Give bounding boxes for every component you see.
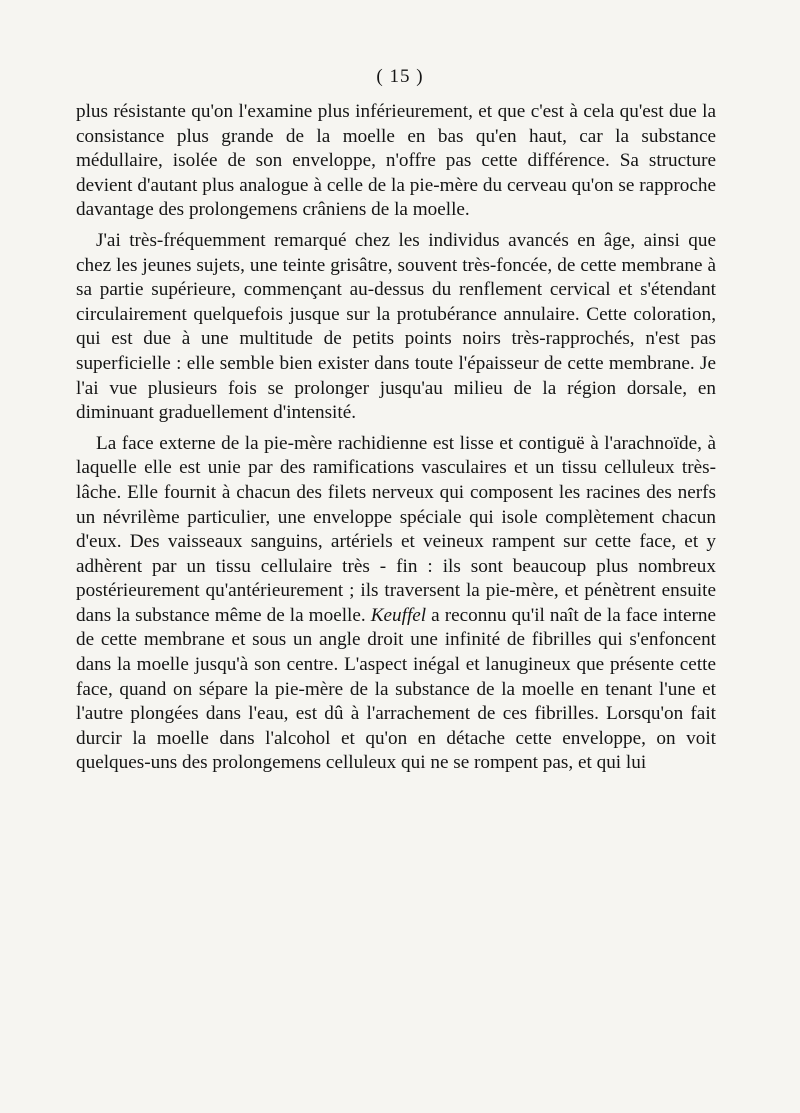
paragraph xyxy=(76,432,716,776)
paragraph xyxy=(76,229,716,426)
page-number: ( 15 ) xyxy=(376,66,424,87)
text-segment: plus résistante qu'on l'examine plus inférieurement, et que c'est à cela qu'est due la consistance plus grande de la moelle en bas qu'en haut, car la substance médullaire, isolée de son enveloppe, n'offre pas cette différence. Sa structure devient d'autant plus analogue à celle de la pie-mère du cerveau qu'on se rapproche davantage des prolongemens crâniens de la moelle. xyxy=(76,101,716,221)
paragraph xyxy=(76,100,716,223)
text-segment: La face externe de la pie-mère rachidienne est lisse et contiguë à l'arachnoïde, à laquelle elle est unie par des ramifications vasculaires et un tissu celluleux très-lâche. Elle fournit à chacun des filets nerveux qui composent les racines des nerfs un névrilème particulier, une enveloppe spéciale qui isole complètement chacun d'eux. Des vaisseaux sanguins, artériels et veineux rampent sur cette face, et y adhèrent par un tissu cellulaire très - fin : ils sont beaucoup plus nombreux postérieurement qu'antérieurement ; ils traversent la pie-mère, et pénètrent ensuite dans la substance même de la moelle. xyxy=(76,432,716,626)
body-text xyxy=(76,100,716,782)
text-segment: J'ai très-fréquemment remarqué chez les individus avancés en âge, ainsi que chez les jeunes sujets, une teinte grisâtre, souvent très-foncée, de cette membrane à sa partie supérieure, commençant au-dessus du renflement cervical et s'étendant circulairement quelquefois jusque sur la protubérance annulaire. Cette coloration, qui est due à une multitude de petits points noirs très-rapprochés, n'est pas superficielle : elle semble bien exister dans toute l'épaisseur de cette membrane. Je l'ai vue plusieurs fois se prolonger jusqu'au milieu de la région dorsale, en diminuant graduellement d'intensité. xyxy=(76,229,716,424)
text-segment: a reconnu qu'il naît de la face interne de cette membrane et sous un angle droit une infinité de fibrilles qui s'enfoncent dans la moelle jusqu'à son centre. L'aspect inégal et lanugineux que présente cette face, quand on sépare la pie-mère de la substance de la moelle en tenant l'une et l'autre plongées dans l'eau, est dû à l'arrachement de ces fibrilles. Lorsqu'on fait durcir la moelle dans l'alcohol et qu'on en détache cette enveloppe, on voit quelques-uns des prolongemens celluleux qui ne se rompent pas, et qui lui xyxy=(76,604,716,774)
italic-name: Keuffel xyxy=(370,604,427,626)
